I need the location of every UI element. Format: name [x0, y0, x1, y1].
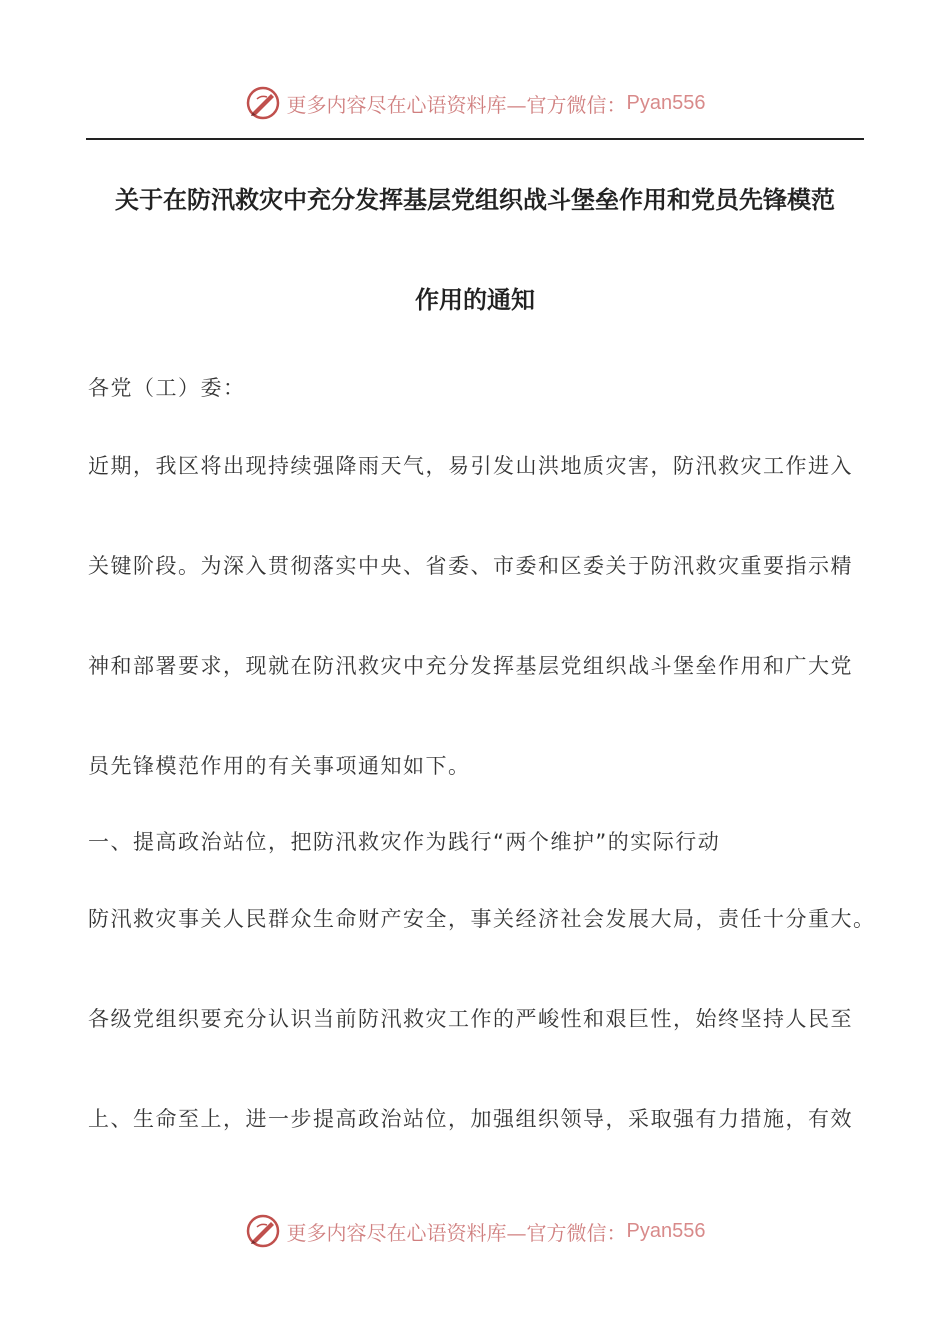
paragraph-line: 上、生命至上，进一步提高政治站位，加强组织领导，采取强有力措施，有效 — [88, 1107, 853, 1131]
section-heading: 一、提高政治站位，把防汛救灾作为践行“两个维护”的实际行动 — [88, 830, 721, 854]
watermark-wechat-id: Pyan556 — [626, 91, 706, 114]
paragraph-line: 各级党组织要充分认识当前防汛救灾工作的严峻性和艰巨性，始终坚持人民至 — [88, 1007, 853, 1031]
header-watermark — [0, 83, 950, 123]
salutation: 各党（工）委： — [88, 376, 246, 400]
paragraph-line: 近期，我区将出现持续强降雨天气，易引发山洪地质灾害，防汛救灾工作进入 — [88, 454, 853, 478]
paragraph-line: 关键阶段。为深入贯彻落实中央、省委、市委和区委关于防汛救灾重要指示精 — [88, 554, 853, 578]
pen-logo-icon — [245, 1213, 281, 1249]
footer-watermark — [0, 1211, 950, 1251]
watermark-text: 更多内容尽在心语资料库—官方微信： — [286, 92, 627, 117]
watermark-text: 更多内容尽在心语资料库—官方微信： — [286, 1220, 627, 1245]
paragraph-line: 防汛救灾事关人民群众生命财产安全，事关经济社会发展大局，责任十分重大。 — [88, 907, 876, 931]
document-title-line-1: 关于在防汛救灾中充分发挥基层党组织战斗堡垒作用和党员先锋模范 — [115, 185, 835, 214]
document-title-line-2: 作用的通知 — [415, 285, 535, 314]
paragraph-line: 员先锋模范作用的有关事项通知如下。 — [88, 754, 471, 778]
paragraph-line: 神和部署要求，现就在防汛救灾中充分发挥基层党组织战斗堡垒作用和广大党 — [88, 654, 853, 678]
header-divider — [86, 138, 864, 140]
pen-logo-icon — [245, 85, 281, 121]
watermark-wechat-id: Pyan556 — [626, 1219, 706, 1242]
